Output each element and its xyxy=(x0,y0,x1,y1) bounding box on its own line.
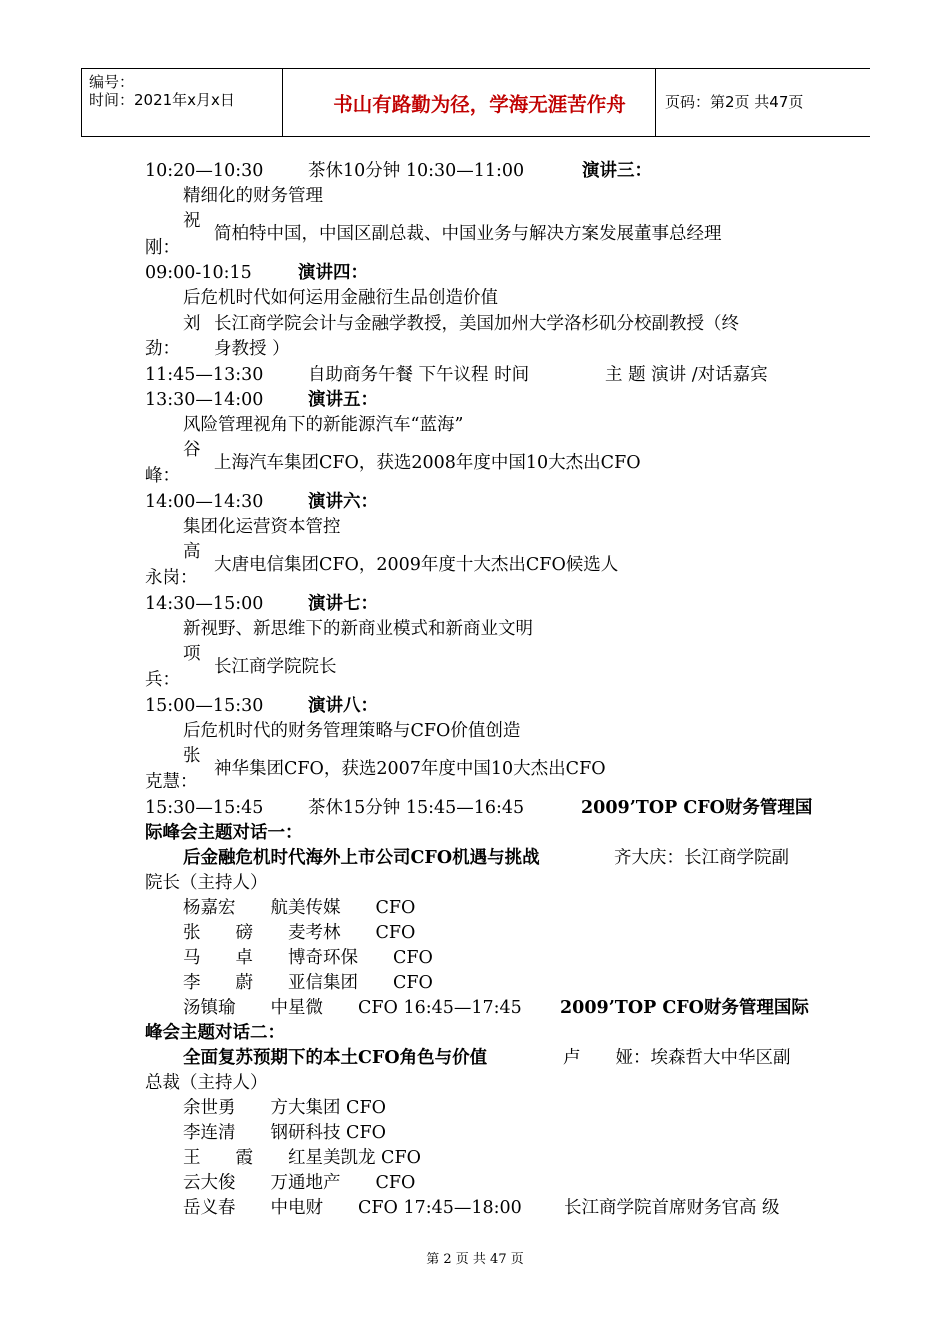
panelist: 杨嘉宏 航美传媒 CFO xyxy=(183,898,416,918)
motto: 书山有路勤为径，学海无涯苦作舟 xyxy=(333,92,626,116)
closing-speaker: 长江商学院首席财务官高 级 xyxy=(564,1198,780,1218)
panelist: 余世勇 方大集团 CFO xyxy=(183,1098,386,1118)
panelist: 张 磅 麦考林 CFO xyxy=(183,923,416,943)
speaker-title: 身教授 ） xyxy=(214,339,290,359)
page-footer: 第 2 页 共 47 页 xyxy=(426,1252,524,1267)
panelist: 李连清 钢研科技 CFO xyxy=(183,1123,386,1143)
header-border-left xyxy=(81,69,82,136)
speaker-name: 谷 xyxy=(183,440,201,460)
tea-break: 茶休15分钟 15:45—16:45 xyxy=(308,798,525,818)
panelist: 岳义春 中电财 CFO 17:45—18:00 xyxy=(183,1198,522,1218)
speaker-name: 永岗： xyxy=(145,568,198,588)
speaker-title: 大唐电信集团CFO，2009年度十大杰出CFO候选人 xyxy=(214,555,619,575)
panelist: 马 卓 博奇环保 CFO xyxy=(183,948,433,968)
speaker-name: 刘 xyxy=(183,314,201,334)
time-slot: 09:00-10:15 xyxy=(145,263,252,283)
panelist: 云大俊 万通地产 CFO xyxy=(183,1173,416,1193)
panelist: 王 霞 红星美凯龙 CFO xyxy=(183,1148,421,1168)
date-label: 时间：2021年x月x日 xyxy=(89,91,235,109)
speaker-name: 兵： xyxy=(145,670,180,690)
speaker-title: 神华集团CFO，获选2007年度中国10大杰出CFO xyxy=(214,759,606,779)
speech-topic: 集团化运营资本管控 xyxy=(183,517,341,537)
speaker-name: 劲： xyxy=(145,339,180,359)
dialogue-title: 际峰会主题对话一： xyxy=(145,823,303,843)
speech-topic: 后危机时代如何运用金融衍生品创造价值 xyxy=(183,288,498,308)
speaker-name: 刚： xyxy=(145,238,180,258)
speaker-title: 上海汽车集团CFO，获选2008年度中国10大杰出CFO xyxy=(214,453,641,473)
time-slot: 13:30—14:00 xyxy=(145,390,264,410)
speaker-name: 峰： xyxy=(145,466,180,486)
time-slot: 14:30—15:00 xyxy=(145,594,264,614)
speech-label: 演讲八： xyxy=(308,696,378,716)
panelist: 李 蔚 亚信集团 CFO xyxy=(183,973,433,993)
dialogue-host: 总裁（主持人） xyxy=(145,1073,268,1093)
speech-topic: 后危机时代的财务管理策略与CFO价值创造 xyxy=(183,721,521,741)
speaker-title: 简柏特中国，中国区副总裁、中国业务与解决方案发展董事总经理 xyxy=(214,224,722,244)
header-divider-1 xyxy=(282,69,283,136)
lunch-agenda: 自助商务午餐 下午议程 时间 xyxy=(308,365,530,385)
speaker-name: 项 xyxy=(183,644,201,664)
time-slot: 11:45—13:30 xyxy=(145,365,264,385)
speaker-name: 克慧： xyxy=(145,772,198,792)
panelist: 汤镇瑜 中星微 CFO 16:45—17:45 xyxy=(183,998,522,1018)
time-slot: 15:00—15:30 xyxy=(145,696,264,716)
speaker-title: 长江商学院会计与金融学教授，美国加州大学洛杉矶分校副教授（终 xyxy=(214,314,739,334)
speech-topic: 新视野、新思维下的新商业模式和新商业文明 xyxy=(183,619,533,639)
time-slot: 15:30—15:45 xyxy=(145,798,264,818)
speech-label: 演讲三： xyxy=(582,161,652,181)
dialogue-title: 2009’TOP CFO财务管理国 xyxy=(581,798,813,818)
dialogue-title: 2009’TOP CFO财务管理国际 xyxy=(560,998,809,1018)
speech-topic: 风险管理视角下的新能源汽车“蓝海” xyxy=(183,415,464,435)
doc-number-label: 编号： xyxy=(89,73,135,91)
dialogue-topic: 后金融危机时代海外上市公司CFO机遇与挑战 xyxy=(183,848,540,868)
time-slot: 14:00—14:30 xyxy=(145,492,264,512)
tea-break: 茶休10分钟 10:30—11:00 xyxy=(308,161,525,181)
dialogue-host: 院长（主持人） xyxy=(145,873,268,893)
speech-label: 演讲四： xyxy=(298,263,368,283)
page-indicator: 页码：第2页 共47页 xyxy=(665,93,804,111)
agenda-columns: 主 题 演讲 /对话嘉宾 xyxy=(605,365,768,385)
speaker-name: 祝 xyxy=(183,211,201,231)
dialogue-host: 齐大庆：长江商学院副 xyxy=(614,848,789,868)
dialogue-host: 卢 娅：埃森哲大中华区副 xyxy=(563,1048,791,1068)
time-slot: 10:20—10:30 xyxy=(145,161,264,181)
speech-label: 演讲五： xyxy=(308,390,378,410)
dialogue-topic: 全面复苏预期下的本土CFO角色与价值 xyxy=(183,1048,488,1068)
speaker-name: 高 xyxy=(183,542,201,562)
speech-label: 演讲七： xyxy=(308,594,378,614)
speaker-title: 长江商学院院长 xyxy=(214,657,337,677)
speech-label: 演讲六： xyxy=(308,492,378,512)
speech-topic: 精细化的财务管理 xyxy=(183,186,323,206)
dialogue-title: 峰会主题对话二： xyxy=(145,1023,285,1043)
header-table xyxy=(81,68,870,137)
speaker-name: 张 xyxy=(183,746,201,766)
